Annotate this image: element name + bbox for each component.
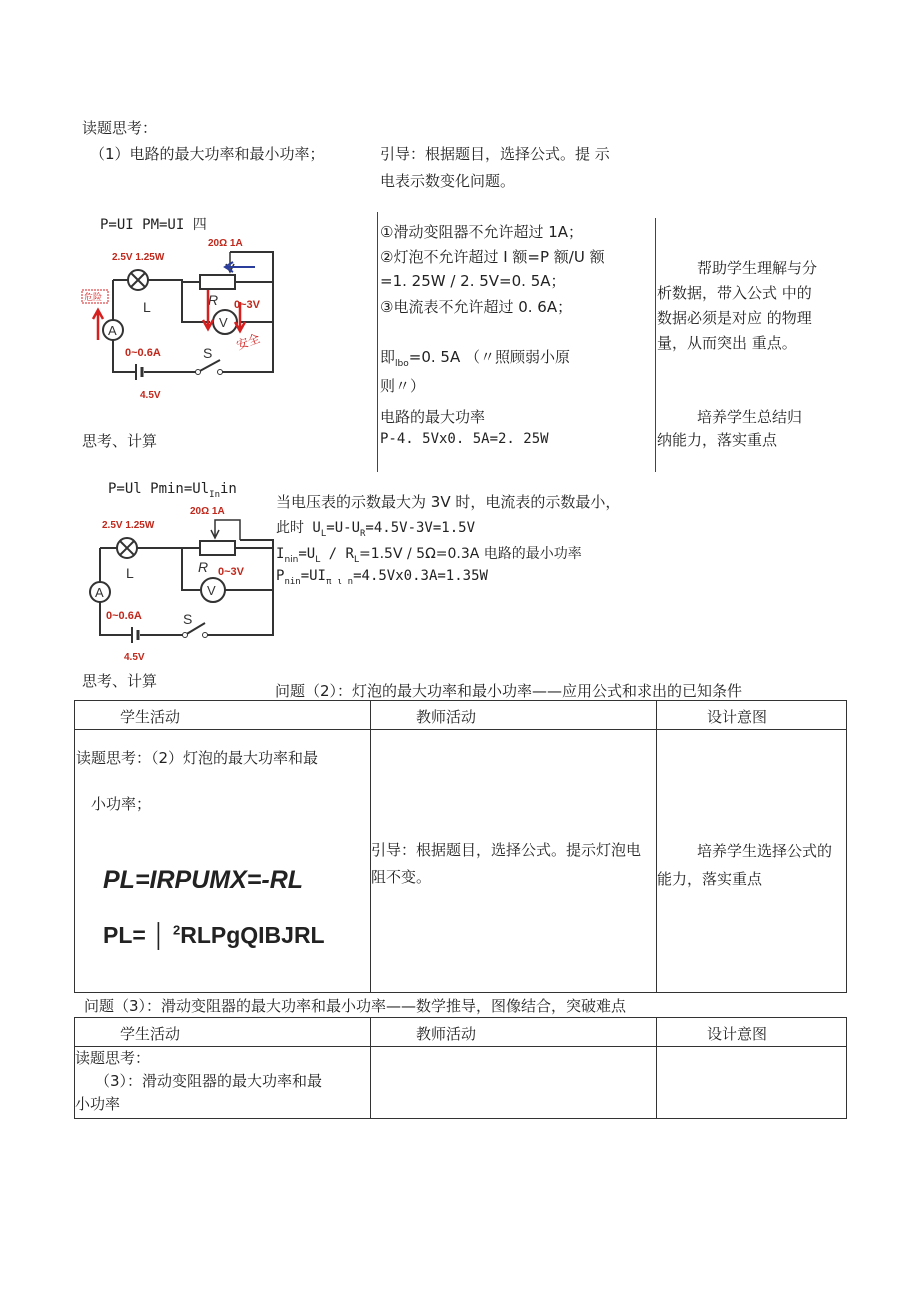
rheostat-2 [200,541,235,555]
circuit-diagram-2 [80,500,295,665]
circuit-diagram-1 [80,232,295,404]
problem-2-table [74,700,847,993]
svg-text:A: A [108,323,117,338]
switch-1 [198,360,220,372]
arrow-up-red-icon [93,310,103,340]
think-calc-label-2: 思考、计算 [82,672,158,690]
svg-text:R: R [198,559,209,575]
svg-text:0~3V: 0~3V [218,566,244,578]
svg-text:V: V [207,583,216,598]
lamp-2 [117,538,137,558]
svg-text:S: S [203,345,213,361]
constraint-2-cont: =1. 25W / 2. 5V=0. 5A； [380,272,566,290]
svg-text:危险: 危险 [84,292,103,302]
heading-read-think: 读题思考： [82,119,158,137]
formula-label-2: P=Ul $Pmin=Ul_{In}in$ [108,481,237,500]
header-student: 学生活动 [75,1018,371,1047]
min-line-4: $P_{nin}=UI_{\pi \iota n}=4.5Vx0.3A=1.35W$ [276,568,488,587]
svg-text:0~3V: 0~3V [234,299,260,311]
max-power-title: 电路的最大功率 [380,408,486,426]
svg-text:20Ω 1A: 20Ω 1A [190,506,225,517]
header-intent: 设计意图 [657,701,847,730]
design-intent-cell [657,1047,847,1119]
svg-text:2.5V 1.25W: 2.5V 1.25W [112,252,165,263]
svg-text:0~0.6A: 0~0.6A [125,347,161,359]
constraint-2: ②灯泡不允许超过 I 额=P 额/U 额 [380,248,605,266]
header-teacher: 教师活动 [371,701,657,730]
header-intent: 设计意图 [657,1018,847,1047]
student-activity-cell: 读题思考： （3）：滑动变阻器的最大功率和最 小功率 [75,1047,371,1119]
svg-text:A: A [95,585,104,600]
problem-3-title: 问题（3）：滑动变阻器的最大功率和最小功率——数学推导，图像结合，突破难点 [84,997,627,1015]
svg-text:L: L [126,565,134,581]
problem-2-title: 问题（2）：灯泡的最大功率和最小功率——应用公式和求出的已知条件 [275,682,743,700]
svg-text:R: R [208,292,219,308]
constraint-3: ③电流表不允许超过 0. 6A； [380,298,573,316]
guide-line-1: 引导：根据题目，选择公式。提 示 [380,145,610,163]
header-student: 学生活动 [75,701,371,730]
design-intent-cell: 培养学生选择公式的能力，落实重点 [657,730,847,993]
svg-text:0~0.6A: 0~0.6A [106,610,142,622]
svg-text:V: V [219,315,228,330]
teacher-activity-cell: 引导：根据题目，选择公式。提示灯泡电阻不变。 [371,730,657,993]
intent-1: 帮助学生理解与分析数据，带入公式 中的数据必须是对应 的物理量，从而突出 重点。 [657,259,818,352]
formula-label-1: P=UI PM=UI 四 [100,217,207,233]
min-line-3: $I_{nin}=U_L / R_L=1.5V / 5\Omega=0.3A$ 电路的最小功率 [276,546,582,565]
intent-2: 培养学生总结归纳能力，落实重点 [657,408,803,449]
min-line-2: 此时 $U_L=U-U_R=4.5V-3V=1.5V$ [276,520,475,539]
svg-text:安全: 安全 [234,331,262,353]
table-row [75,1047,847,1119]
column-divider-right [655,218,656,472]
header-teacher: 教师活动 [371,1018,657,1047]
max-power-calc: P-4. 5Vx0. 5A=2. 25W [380,431,549,447]
guide-line-2: 电表示数变化问题。 [380,172,516,190]
svg-text:S: S [183,611,193,627]
arrow-left-blue-icon [225,262,255,272]
teacher-activity-cell [371,1047,657,1119]
conclusion-current: 即$_{lbo}$=0. 5A （〃照顾弱小原 则〃） [380,348,570,395]
svg-text:L: L [143,299,151,315]
table-row [75,730,847,993]
rheostat-1 [200,275,235,289]
formula-pl-min: PL= │ $^2$RLPgQIBJRL [103,922,325,948]
min-line-1: 当电压表的示数最大为 3V 时，电流表的示数最小， [276,493,621,511]
constraint-1: ①滑动变阻器不允许超过 1A； [380,223,584,241]
formula-pl-max: PL=IRPUMX=-RL [103,866,304,894]
svg-text:4.5V: 4.5V [140,390,161,401]
problem-3-table [74,1017,847,1119]
lamp-1 [128,270,148,290]
svg-text:2.5V 1.25W: 2.5V 1.25W [102,520,155,531]
svg-text:4.5V: 4.5V [124,652,145,663]
svg-text:20Ω 1A: 20Ω 1A [208,238,243,249]
table-header-row [75,701,847,730]
question-1: （1）电路的最大功率和最小功率； [90,145,325,163]
column-divider-left [377,212,378,472]
table-header-row [75,1018,847,1047]
think-calc-label-1: 思考、计算 [82,432,158,450]
student-activity-cell: 读题思考：（2）灯泡的最大功率和最 小功率； PL=IRPUMX=-RL PL= │ $^2$RLPgQIBJRL [75,730,371,993]
